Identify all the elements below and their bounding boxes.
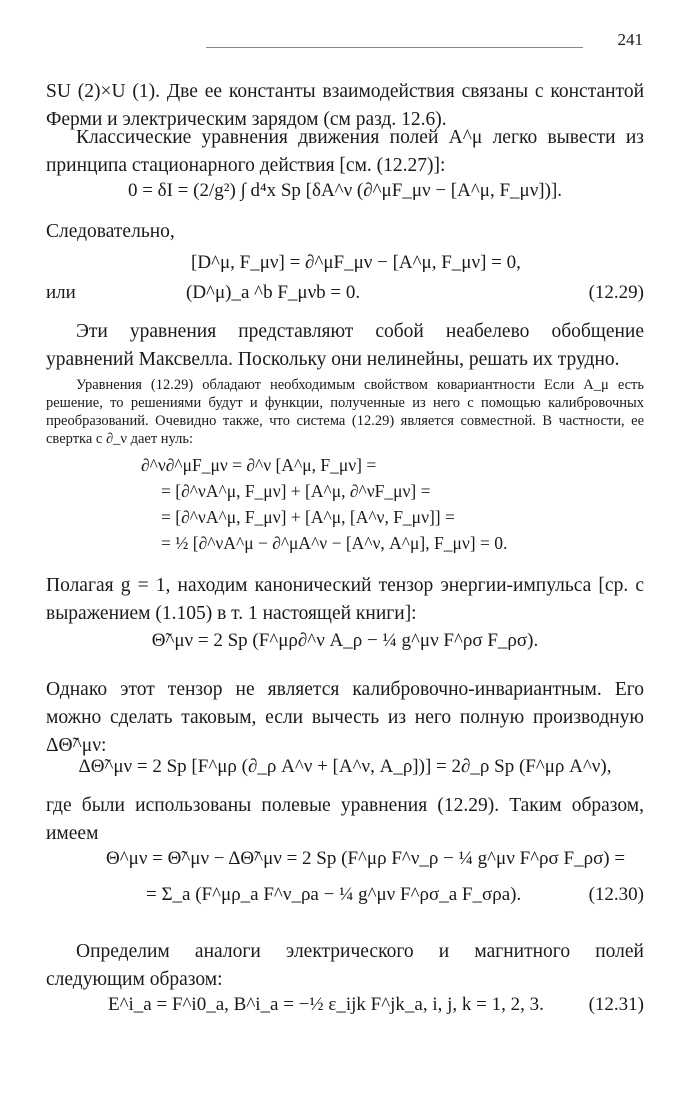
equation-12-30-line-2 (46, 884, 644, 914)
paragraph-6 (46, 676, 644, 760)
equation-motion-1 (46, 252, 644, 274)
paragraph-7 (46, 792, 644, 848)
header-rule (206, 47, 583, 48)
equation-theta-text: Θ̃^μν = 2 Sp (F^μρ∂^ν A_ρ − ¼ g^μν F^ρσ F_ρσ). (151, 630, 539, 651)
page-number: 241 (617, 30, 643, 49)
paragraph-4-text: Эти уравнения представляют собой неабелево обобщение уравнений Максвелла. Поскольку они нелинейны, решать их трудно. (46, 321, 644, 370)
paragraph-3-text: Следовательно, (46, 221, 175, 242)
paragraph-2-text: Классические уравнения движения полей A^μ легко вывести из принципа стационарного действия [см. (12.27)]: (46, 127, 644, 176)
paragraph-4 (46, 318, 644, 374)
equation-12-30-line-1 (46, 848, 644, 870)
paragraph-5-text: Полагая g = 1, находим канонический тензор энергии-импульса [ср. с выражением (1.105) в т. 1 настоящей книги]: (46, 575, 644, 624)
paragraph-3 (46, 218, 644, 246)
equation-convolution-line-4: = ½ [∂^νA^μ − ∂^μA^ν − [A^ν, A^μ], F_μν] = 0. (161, 533, 508, 553)
equation-delta-text: ΔΘ̃^μν = 2 Sp [F^μρ (∂_ρ A^ν + [A^ν, A_ρ])] = 2∂_ρ Sp (F^μρ A^ν), (78, 756, 612, 777)
equation-number-12-31: (12.31) (588, 994, 644, 1015)
paragraph-5 (46, 572, 644, 628)
running-header (46, 28, 643, 52)
paragraph-2 (46, 124, 644, 180)
equation-convolution-line-3: = [∂^νA^μ, F_μν] + [A^μ, [A^ν, F_μν]] = (161, 507, 455, 527)
equation-convolution (46, 452, 644, 556)
equation-convolution-line-2: = [∂^νA^μ, F_μν] + [A^μ, ∂^νF_μν] = (161, 481, 431, 501)
small-note-text: Уравнения (12.29) обладают необходимым свойством ковариантности Если A_μ есть решение, то решениями будут и функции, полученные из него с помощью калибровочных преобразований. Очевидно также, что система (12.29) является совместной. В частности, ее свертка с ∂_ν дает нуль: (46, 377, 644, 447)
small-note (46, 376, 644, 448)
equation-12-30-line-1-text: Θ^μν = Θ̃^μν − ΔΘ̃^μν = 2 Sp (F^μρ F^ν_ρ − ¼ g^μν F^ρσ F_ρσ) = (106, 848, 626, 869)
equation-action-text: 0 = δI = (2/g²) ∫ d⁴x Sp [δA^ν (∂^μF_μν − [A^μ, F_μν])]. (127, 180, 563, 201)
equation-number-12-30: (12.30) (588, 884, 644, 905)
equation-12-31-text: E^i_a = F^i0_a, B^i_a = −½ ε_ijk F^jk_a, i, j, k = 1, 2, 3. (108, 994, 544, 1015)
paragraph-7-text: где были использованы полевые уравнения (12.29). Таким образом, имеем (46, 795, 644, 844)
equation-convolution-line-1: ∂^ν∂^μF_μν = ∂^ν [A^μ, F_μν] = (141, 455, 377, 475)
equation-motion-1-text: [D^μ, F_μν] = ∂^μF_μν − [A^μ, F_μν] = 0, (191, 252, 521, 273)
equation-12-30-line-2-text: = Σ_a (F^μρ_a F^ν_ρa − ¼ g^μν F^ρσ_a F_σρa). (146, 884, 522, 905)
equation-delta (46, 756, 644, 778)
paragraph-1-text: SU (2)×U (1). Две ее константы взаимодействия связаны с константой Ферми и электрическим зарядом (см разд. 12.6). (46, 81, 644, 130)
word-or: или (46, 282, 76, 303)
equation-motion-2-text: (D^μ)_a ^b F_μνb = 0. (186, 282, 361, 303)
paragraph-8 (46, 938, 644, 994)
equation-action (46, 180, 644, 202)
equation-theta (46, 630, 644, 652)
paragraph-6-text: Однако этот тензор не является калибровочно-инвариантным. Его можно сделать таковым, если вычесть из него полную производную ΔΘ̃^μν: (46, 679, 644, 756)
paragraph-8-text: Определим аналоги электрического и магнитного полей следующим образом: (46, 941, 644, 990)
equation-number-12-29: (12.29) (588, 282, 644, 303)
equation-motion-2-row (46, 282, 644, 310)
equation-12-31 (46, 994, 644, 1024)
